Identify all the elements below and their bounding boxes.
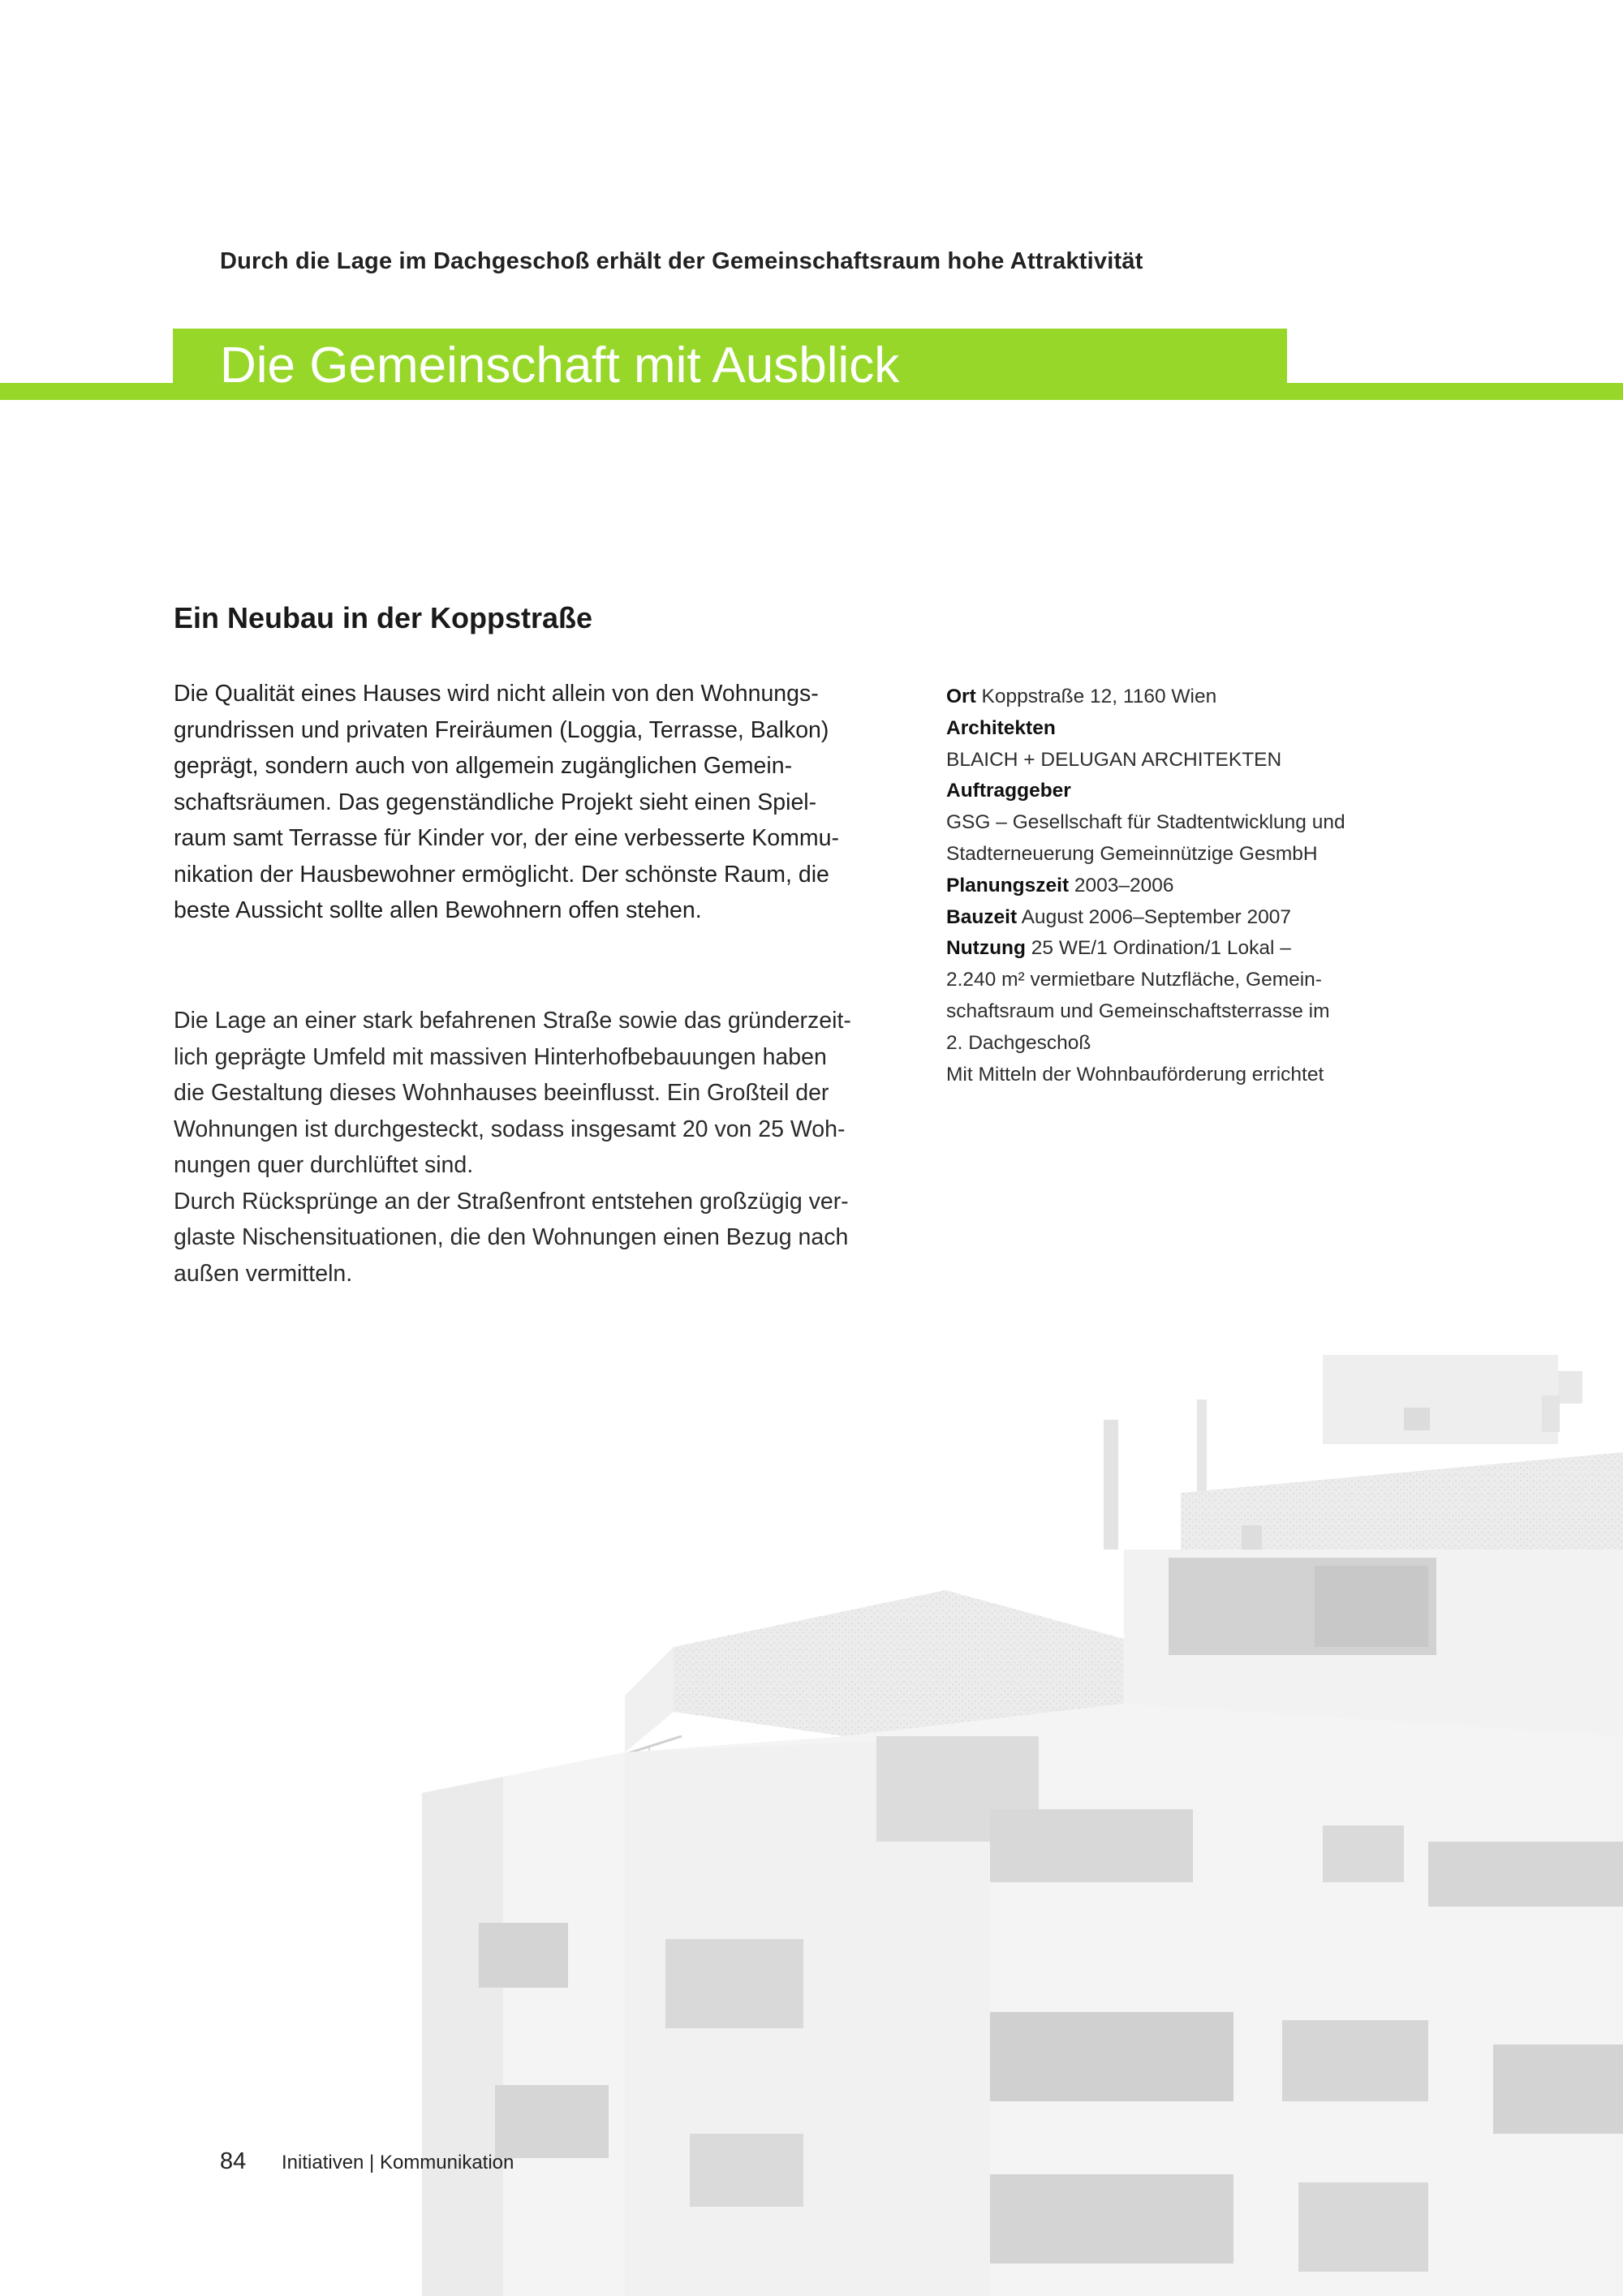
fact-line: Stadterneuerung Gemeinnützige GesmbH: [946, 842, 1318, 865]
paragraph-line: Die Qualität eines Hauses wird nicht allein von den Wohnungs-: [174, 681, 819, 707]
title-band: [173, 329, 1287, 400]
paragraph-line: lich geprägte Umfeld mit massiven Hinterhofbebauungen haben: [174, 1043, 827, 1070]
paragraph-line: beste Aussicht sollte allen Bewohnern offen stehen.: [174, 897, 702, 923]
paragraph-line: raum samt Terrasse für Kinder vor, der eine verbesserte Kommu-: [174, 825, 839, 851]
fact-line: Bauzeit August 2006–September 2007: [946, 905, 1291, 928]
fact-line: Architekten: [946, 716, 1056, 739]
paragraph-line: glaste Nischensituationen, die den Wohnungen einen Bezug nach: [174, 1224, 849, 1250]
paragraph-line: nungen quer durchlüftet sind.: [174, 1152, 474, 1178]
fact-line: Planungszeit 2003–2006: [946, 874, 1174, 896]
fact-line: Mit Mitteln der Wohnbauförderung errichtet: [946, 1063, 1324, 1086]
page-title: Die Gemeinschaft mit Ausblick: [220, 338, 900, 393]
body-paragraph-1: [174, 676, 888, 929]
paragraph-line: Durch Rücksprünge an der Straßenfront entstehen großzügig ver-: [174, 1188, 849, 1215]
building-photo: [422, 1355, 1623, 2296]
section-heading: Ein Neubau in der Koppstraße: [174, 601, 593, 634]
section-label: Initiativen | Kommunikation: [282, 2152, 514, 2173]
fact-line: GSG – Gesellschaft für Stadtentwicklung und: [946, 811, 1345, 834]
paragraph-line: nikation der Hausbewohner ermöglicht. Der schönste Raum, die: [174, 861, 829, 888]
paragraph-line: die Gestaltung dieses Wohnhauses beeinflusst. Ein Großteil der: [174, 1080, 829, 1106]
paragraph-line: schaftsräumen. Das gegenständliche Projekt sieht einen Spiel-: [174, 789, 817, 815]
fact-line: 2.240 m² vermietbare Nutzfläche, Gemein-: [946, 969, 1322, 991]
project-facts: [946, 681, 1433, 1090]
kicker-headline: Durch die Lage im Dachgeschoß erhält der Gemeinschaftsraum hohe Attraktivität: [220, 248, 1143, 274]
fact-line: Ort Koppstraße 12, 1160 Wien: [946, 686, 1217, 707]
fact-line: schaftsraum und Gemeinschaftsterrasse im: [946, 1000, 1330, 1022]
paragraph-line: außen vermitteln.: [174, 1260, 353, 1287]
body-paragraph-2: [174, 1003, 888, 1292]
page-number: 84: [220, 2148, 247, 2174]
fact-line: BLAICH + DELUGAN ARCHITEKTEN: [946, 748, 1282, 771]
fact-line: Nutzung 25 WE/1 Ordination/1 Lokal –: [946, 937, 1291, 960]
paragraph-line: geprägt, sondern auch von allgemein zugänglichen Gemein-: [174, 753, 793, 779]
fact-line: Auftraggeber: [946, 780, 1071, 802]
paragraph-line: Wohnungen ist durchgesteckt, sodass insgesamt 20 von 25 Woh-: [174, 1116, 846, 1142]
paragraph-line: Die Lage an einer stark befahrenen Straße sowie das gründerzeit-: [174, 1008, 851, 1034]
fact-line: 2. Dachgeschoß: [946, 1031, 1091, 1054]
paragraph-line: grundrissen und privaten Freiräumen (Loggia, Terrasse, Balkon): [174, 716, 829, 743]
